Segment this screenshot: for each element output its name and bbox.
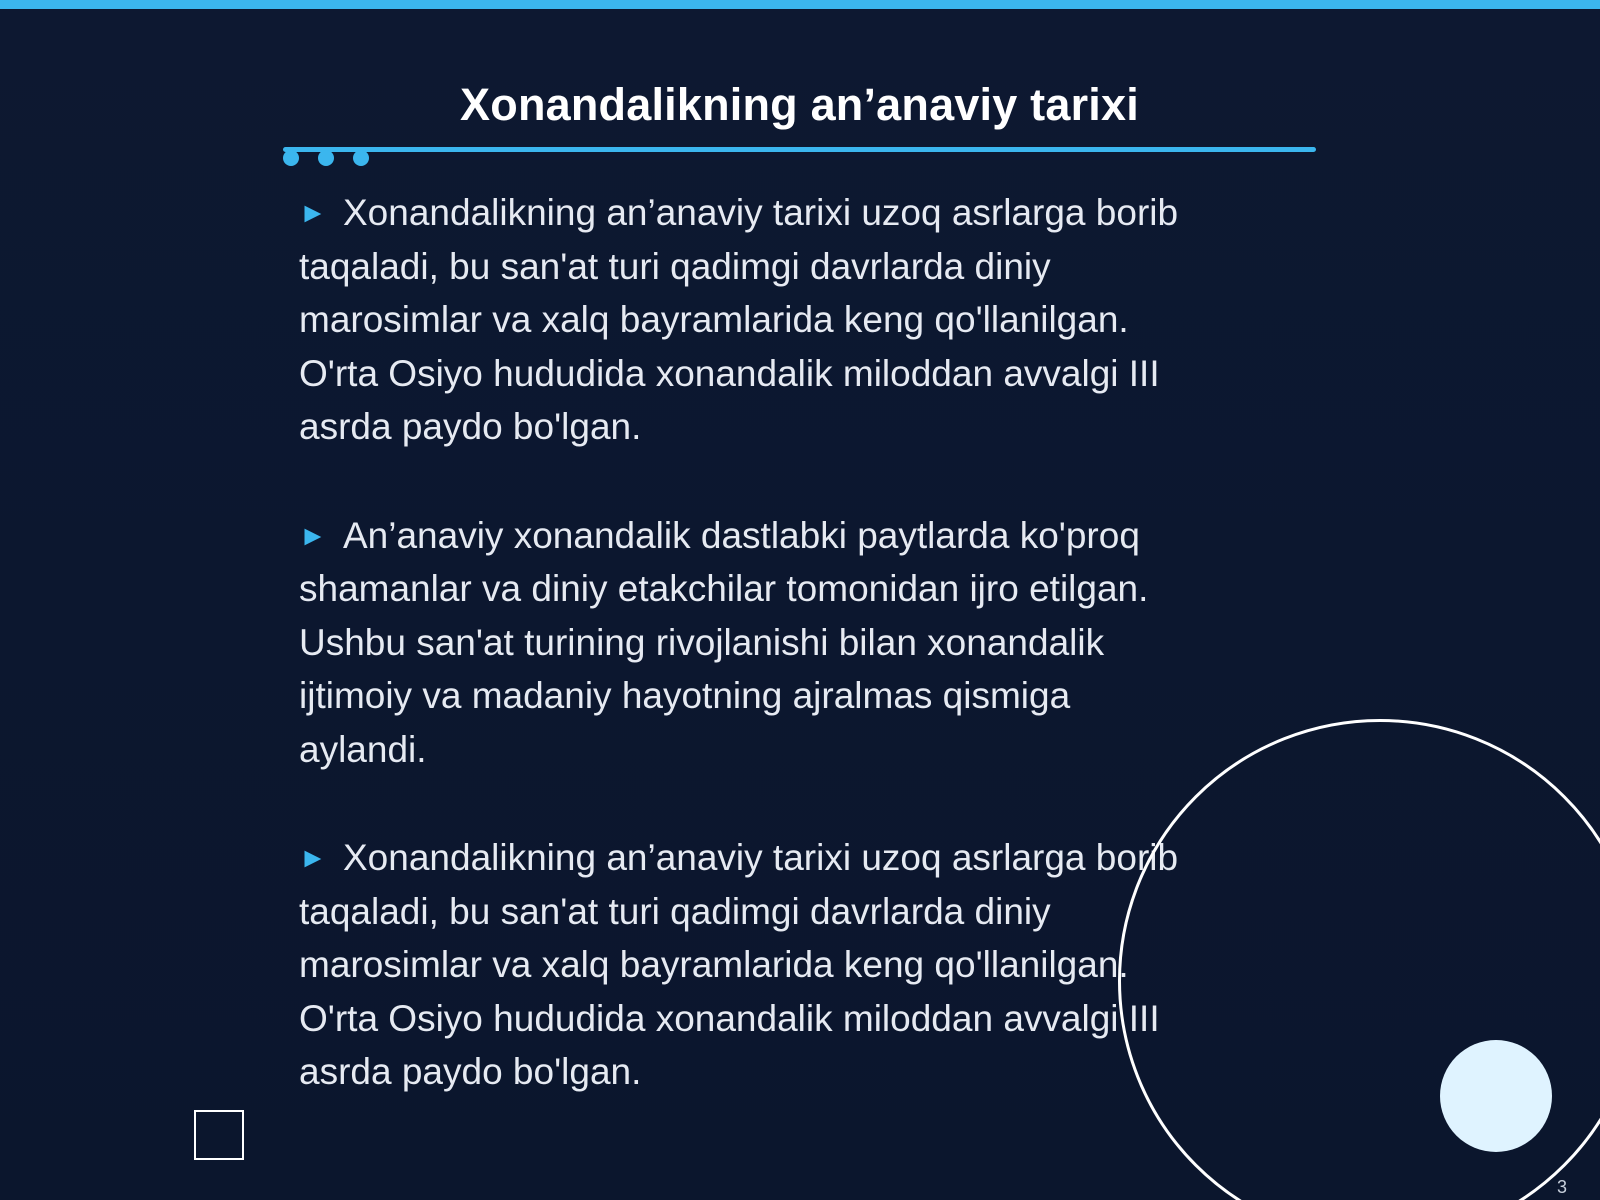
- decorative-disc: [1440, 1040, 1552, 1152]
- decorative-dot: [283, 150, 299, 166]
- bullet-line: asrda paydo bo'lgan.: [299, 406, 642, 447]
- bullet-line: taqaladi, bu san'at turi qadimgi davrlarda diniy: [299, 890, 1051, 932]
- title-underline: [283, 147, 1316, 152]
- bullet-line: marosimlar va xalq bayramlarida keng qo'llanilgan.: [299, 944, 1129, 985]
- bullet-line: Ushbu san'at turining rivojlanishi bilan xonandalik: [299, 621, 1105, 663]
- bullet-line: O'rta Osiyo hududida xonandalik miloddan avvalgi III: [299, 352, 1160, 394]
- bullet-line: Xonandalikning an’anaviy tarixi uzoq asrlarga borib: [343, 192, 1179, 233]
- bullet-line: marosimlar va xalq bayramlarida keng qo'llanilgan.: [299, 299, 1129, 340]
- bullet-line: taqaladi, bu san'at turi qadimgi davrlarda diniy: [299, 245, 1051, 287]
- bullet-arrow-icon: ►: [299, 842, 327, 873]
- bullet-arrow-icon: ►: [299, 519, 327, 551]
- bullet-arrow-icon: ►: [299, 197, 327, 228]
- bullet-line: Xonandalikning an’anaviy tarixi uzoq asrlarga borib: [343, 837, 1179, 878]
- bullet-line: ijtimoiy va madaniy hayotning ajralmas qismiga: [299, 675, 1071, 716]
- decorative-square: [194, 1110, 244, 1160]
- bullet-line: O'rta Osiyo hududida xonandalik miloddan avvalgi III: [299, 997, 1160, 1039]
- decorative-dot: [353, 150, 369, 166]
- decorative-dot: [318, 150, 334, 166]
- bullet-line: asrda paydo bo'lgan.: [299, 1051, 642, 1092]
- bullet-line: An’anaviy xonandalik dastlabki paytlarda ko'proq: [343, 514, 1140, 556]
- top-accent-bar: [0, 0, 1600, 9]
- bullet-item: [299, 509, 1289, 777]
- bullet-item: [299, 186, 1289, 454]
- page-number: 3: [1556, 1177, 1567, 1197]
- slide-title: Xonandalikning an’anaviy tarixi: [460, 79, 1139, 130]
- bullet-line: shamanlar va diniy etakchilar tomonidan ijro etilgan.: [299, 568, 1149, 609]
- bullet-line: aylandi.: [299, 728, 427, 770]
